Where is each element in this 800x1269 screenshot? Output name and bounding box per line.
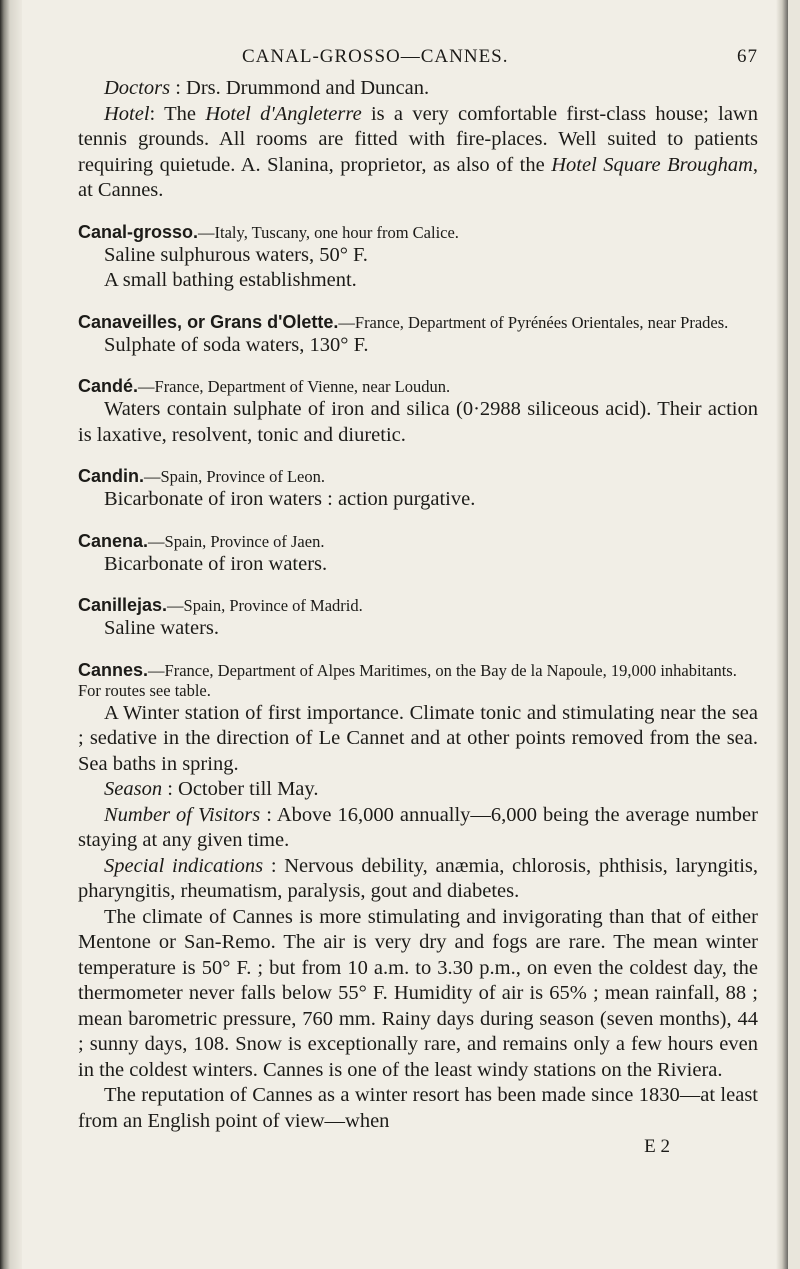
- entry-heading: [78, 376, 758, 397]
- entry-canaveilles: [78, 312, 758, 359]
- entry-heading: [78, 531, 758, 552]
- entry-cande: [78, 376, 758, 448]
- hotel-paragraph: [78, 102, 758, 204]
- hotel-text-3: , at Cannes.: [78, 153, 759, 201]
- doctors-text: : Drs. Drummond and Duncan.: [170, 77, 430, 99]
- season-label: Season: [104, 778, 163, 800]
- book-page: [22, 0, 788, 1269]
- hotel-name-2: Hotel Square Brougham: [551, 153, 753, 176]
- cannes-special-indications: [78, 854, 758, 905]
- hotel-text-2: is a very comfortable first-class house; lawn tennis grounds. All rooms are fitted with fire-places. Well suited to patients requiring quietude. A. Slanina, proprietor, as also of the: [78, 102, 758, 176]
- special-label: Special indications: [104, 854, 264, 877]
- entry-heading: [78, 660, 758, 701]
- entry-line: Saline sulphurous waters, 50° F.: [104, 243, 368, 266]
- visitors-label: Number of Visitors: [104, 803, 261, 826]
- page-edge: [776, 0, 788, 1269]
- page-content: [78, 36, 758, 1158]
- special-text: : Nervous debility, anæmia, chlorosis, phthisis, laryngitis, pharyngitis, rheumatism, paralysis, gout and diabetes.: [78, 854, 759, 902]
- entry-canena: [78, 531, 758, 578]
- entry-canillejas: [78, 595, 758, 642]
- entry-location: —Italy, Tuscany, one hour from Calice.: [198, 222, 459, 242]
- entry-heading: [78, 595, 758, 616]
- entry-location: —France, Department of Pyrénées Orientales, near Prades.: [338, 312, 729, 332]
- entry-name: Canillejas.: [78, 595, 168, 615]
- cannes-season: [78, 777, 758, 803]
- entry-line: Bicarbonate of iron waters.: [104, 552, 328, 575]
- running-head-title: CANAL-GROSSO—CANNES.: [242, 46, 509, 67]
- book-gutter: [0, 0, 22, 1269]
- page-number: 67: [737, 46, 758, 67]
- entry-line: A small bathing establishment.: [104, 269, 357, 291]
- cannes-climate: The climate of Cannes is more stimulating and invigorating than that of either Mentone or San-Remo. The air is very dry and fogs are rare. The mean winter temperature is 50° F. ; but from 10 a.m. to 3.30 p.m., on even the coldest day, the thermometer never falls below 55° F. Humidity of air is 65% ; mean rainfall, 88 ; mean barometric pressure, 760 mm. Rainy days during season (seven months), 44 ; sunny days, 108. Snow is exceptionally rare, and remains only a few hours even in the coldest winters. Cannes is one of the least windy stations on the Riviera.: [78, 905, 758, 1081]
- entry-name: Canena.: [78, 530, 149, 551]
- cannes-visitors: [78, 803, 758, 854]
- entry-line: Bicarbonate of iron waters : action purgative.: [104, 488, 476, 510]
- visitors-text: : Above 16,000 annually—6,000 being the average number staying at any given time.: [78, 803, 758, 851]
- hotel-text-1: : The: [149, 102, 206, 125]
- entry-cannes: [78, 660, 758, 1135]
- cannes-winter-station: A Winter station of first importance. Climate tonic and stimulating near the sea ; sedative in the direction of Le Cannet and at other points removed from the sea. Sea baths in spring.: [78, 701, 758, 775]
- entry-heading: [78, 466, 758, 487]
- doctors-line: [78, 76, 758, 102]
- entry-location: —Spain, Province of Madrid.: [167, 596, 363, 615]
- entry-line: Waters contain sulphate of iron and silica (0·2988 siliceous acid). Their action is laxative, resolvent, tonic and diuretic.: [78, 398, 758, 446]
- entry-location: —Spain, Province of Jaen.: [148, 531, 325, 551]
- cannes-reputation: The reputation of Cannes as a winter resort has been made since 1830—at least from an English point of view—when: [78, 1084, 758, 1132]
- doctors-label: Doctors: [104, 77, 171, 99]
- entry-name: Canaveilles, or Grans d'Olette.: [78, 311, 339, 332]
- hotel-name: Hotel d'Angleterre: [205, 102, 362, 125]
- entry-heading: [78, 222, 758, 243]
- entry-name: Canal-grosso.: [78, 221, 199, 242]
- hotel-label: Hotel: [104, 102, 150, 125]
- entry-location: —France, Department of Vienne, near Loudun.: [138, 377, 451, 396]
- entry-location: —Spain, Province of Leon.: [144, 467, 326, 486]
- entry-location: —France, Department of Alpes Maritimes, on the Bay de la Napoule, 19,000 inhabitants. For routes see table.: [78, 660, 737, 700]
- signature-mark: E 2: [644, 1136, 670, 1157]
- entry-line: Sulphate of soda waters, 130° F.: [104, 333, 369, 356]
- entry-name: Candin.: [78, 466, 144, 486]
- entry-line: Saline waters.: [104, 617, 219, 639]
- running-head: [78, 36, 758, 76]
- entry-heading: [78, 312, 758, 333]
- entry-canal-grosso: [78, 222, 758, 294]
- entry-name: Cannes.: [78, 659, 149, 680]
- season-text: : October till May.: [162, 778, 319, 800]
- entry-candin: [78, 466, 758, 513]
- entry-name: Candé.: [78, 376, 139, 396]
